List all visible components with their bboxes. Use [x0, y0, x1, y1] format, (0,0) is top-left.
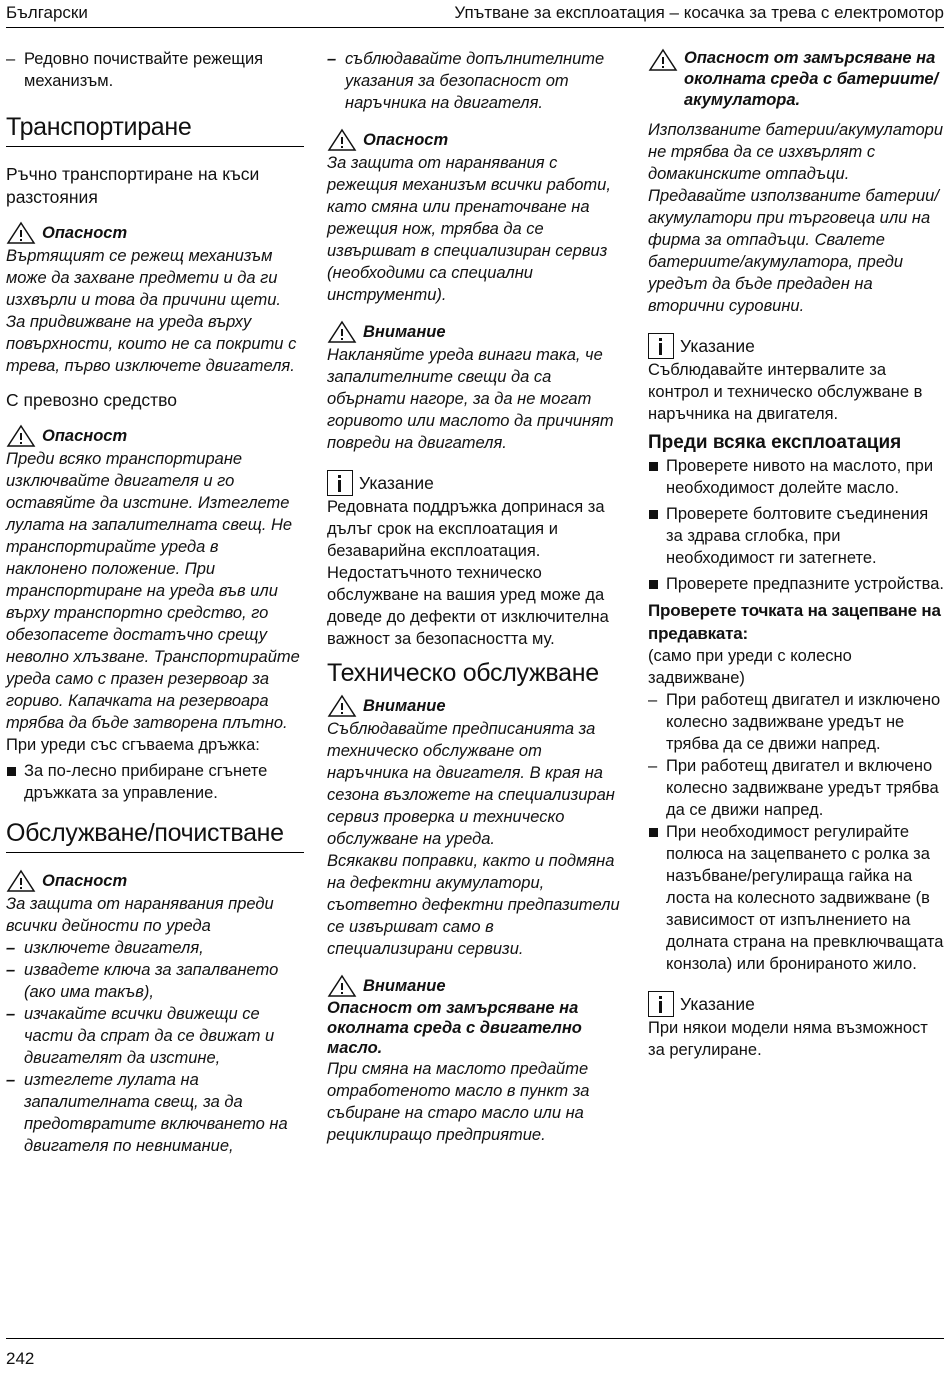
warning-danger-2: Опасност [6, 424, 304, 448]
heading-tech-service: Техническо обслужване [327, 659, 599, 687]
warning-triangle-icon [6, 424, 36, 448]
heading-vehicle: С превозно средство [6, 390, 178, 410]
column-1 [6, 48, 304, 1157]
info-icon [327, 470, 353, 496]
warning-danger-2-text: Преди всяко транспортиране изключвайте двигателя и го оставяйте да изстине. Изтеглете лулата на запалителната свещ. Не транспортирайте уреда в наклонено положение. При транспортиране на уреда във или върху транспортно средство, го обезопасете достатъчно срещу неволно хлъзване. Транспортирайте уреда само с празен резервоар за гориво. Капачката на резервоара трябва да бъде затворена плътно. [6, 450, 300, 732]
warning-caution-3: Внимание [327, 974, 623, 998]
service-step: – изчакайте всички движещи се части да спрат да се движат и двигателят да изстине, [6, 1005, 275, 1067]
note-3: Указание [648, 991, 944, 1017]
warning-danger-3: Опасност [6, 869, 304, 893]
warning-triangle-icon [6, 221, 36, 245]
warning-triangle-icon [327, 974, 357, 998]
warning-caution-3-text: При смяна на маслото предайте отработеното масло в пункт за събиране на старо масло или на рециклиращо предприятие. [327, 1060, 590, 1144]
warning-danger-1-text: Въртящият се режещ механизъм може да захване предмети и да ги изхвърли и това да причини щети. [6, 247, 282, 309]
warning-caution-1-text: Накланяйте уреда винаги така, че запалителните свещи да са обърнати нагоре, за да не могат горивото или маслото да причинят повреди на двигателя. [327, 346, 614, 452]
page-header [6, 2, 944, 28]
warning-danger-1-text-2: За придвижване на уреда върху повърхности, които не са покрити с трева, първо изключете двигателя. [6, 313, 297, 375]
service-step-continued: – съблюдавайте допълнителните указания за безопасност от наръчника на двигателя. [327, 50, 605, 112]
column-2 [327, 48, 623, 1146]
before-use-item: Проверете болтовите съединения за здрава сглобка, при необходимост ги затегнете. [648, 503, 944, 569]
service-step: – изтеглете лулата на запалителната свещ, за да предотвратите включването на двигателя по невнимание, [6, 1071, 288, 1155]
before-use-item: Проверете нивото на маслото, при необходимост долейте масло. [648, 455, 944, 499]
before-use-item: Проверете предпазните устройства. [648, 573, 944, 595]
service-step: – извадете ключа за запалването (ако има такъв), [6, 961, 279, 1001]
warning-triangle-icon [327, 320, 357, 344]
intro-dash-item: – Редовно почиствайте режещия механизъм. [6, 50, 264, 90]
heading-clutch: Проверете точката на зацепване на предавката: [648, 601, 941, 643]
warning-caution-1: Внимание [327, 320, 623, 344]
warning-triangle-icon [327, 694, 357, 718]
note-1: Указание [327, 470, 623, 496]
clutch-check-item: – При работещ двигател и изключено колесно задвижване уредът не трябва да се движи напред. [648, 691, 941, 753]
warning-caution-2-text: Съблюдавайте предписанията за техническо обслужване от наръчника на двигателя. В края на сезона възложете на специализиран сервиз проверка и техническо обслужване на уреда. [327, 720, 615, 848]
clutch-intro: (само при уреди с колесно задвижване) [648, 647, 852, 687]
warning-triangle-icon [327, 128, 357, 152]
heading-manual-transport: Ръчно транспортиране на къси разстояния [6, 164, 260, 207]
warning-environment-text: Използваните батерии/акумулатори не трябва да се изхвърлят с домакинските отпадъци. Предавайте използваните батерии/акумулатори при търговеца или на фирма за отпадъци. Свалете батериите/акумулатора, преди уредът да бъде предаден на вторични суровини. [648, 121, 944, 315]
page-number: 242 [6, 1349, 35, 1368]
footer-divider [6, 1338, 944, 1339]
heading-transport: Транспортиране [6, 112, 304, 147]
column-3 [648, 48, 944, 1061]
fold-handle-intro: При уреди със сгъваема дръжка: [6, 736, 260, 754]
clutch-check-item: – При работещ двигател и включено колесно задвижване уредът трябва да се движи напред. [648, 757, 939, 819]
warning-danger-4: Опасност [327, 128, 623, 152]
header-language: Български [6, 3, 88, 22]
info-icon [648, 991, 674, 1017]
header-title: Упътване за експлоатация – косачка за трева с електромотор [454, 3, 944, 22]
fold-handle-item: За по-лесно прибиране сгънете дръжката за управление. [6, 760, 304, 804]
warning-danger-1: Опасност [6, 221, 304, 245]
warning-triangle-icon [648, 48, 678, 72]
note-1-text: Редовната поддръжка допринася за дълъг срок на експлоатация и безаварийна експлоатация. Недостатъчното техническо обслужване на вашия уред може да доведе до дефекти от изключителна важност за безопасността му. [327, 498, 609, 648]
warning-caution-2-text-2: Всякакви поправки, както и подмяна на дефектни акумулатори, съответно дефектни предпазители се извършват само в специализирани сервизи. [327, 852, 620, 958]
warning-danger-4-text: За защита от наранявания с режещия механизъм всички работи, като смяна или пренаточване на режещия нож, трябва да се извършват в специализиран сервиз (необходими са специални инструменти). [327, 154, 611, 304]
warning-caution-2: Внимание [327, 694, 623, 718]
warning-environment: Опасност от замърсяване на околната среда с батериите/акумулатора. [648, 48, 944, 111]
warning-danger-3-text: За защита от наранявания преди всички дейности по уреда [6, 895, 274, 935]
heading-before-use: Преди всяка експлоатация [648, 432, 902, 453]
service-step: – изключете двигателя, [6, 939, 204, 957]
heading-service: Обслужване/почистване [6, 818, 304, 853]
warning-caution-3-subtitle: Опасност от замърсяване на околната среда с двигателно масло. [327, 999, 582, 1057]
note-3-text: При някои модели няма възможност за регулиране. [648, 1019, 928, 1059]
info-icon [648, 333, 674, 359]
warning-triangle-icon [6, 869, 36, 893]
clutch-adjust-item: При необходимост регулирайте полюса на зацепването с ролка за назъбване/регулираща гайка на лоста на колесното задвижване (в зависимост от изпълнението на долната страна на превключващата конзола) или бронираното жило. [648, 821, 944, 975]
note-2-text: Съблюдавайте интервалите за контрол и техническо обслужване в наръчника на двигателя. [648, 361, 923, 423]
note-2: Указание [648, 333, 944, 359]
